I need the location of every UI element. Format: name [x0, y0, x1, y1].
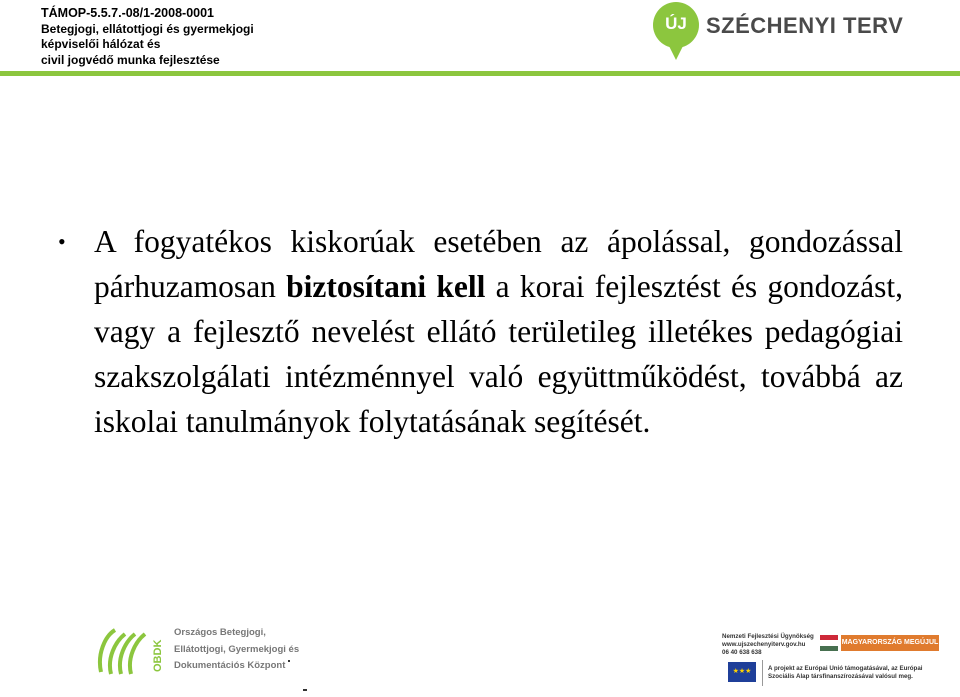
header-divider: [0, 71, 960, 76]
agency-name: Nemzeti Fejlesztési Ügynökség: [722, 633, 814, 640]
decorative-dot: [288, 660, 290, 662]
szechenyi-terv-logo: [650, 2, 950, 62]
eu-flag-icon: ★★★: [728, 662, 756, 682]
agency-info: [722, 633, 814, 657]
project-title-line-2: képviselői hálózat és: [41, 37, 161, 51]
obdk-logo: [95, 624, 315, 684]
hungary-renews-badge: MAGYARORSZÁG MEGÚJUL: [841, 635, 939, 651]
eu-funding-text: [768, 665, 923, 681]
body-text-bold: biztosítani kell: [286, 269, 486, 304]
obdk-name-line-1: Országos Betegjogi,: [174, 627, 266, 638]
project-title-line-1: Betegjogi, ellátottjogi és gyermekjogi: [41, 21, 254, 36]
obdk-name-line-2: Ellátottjogi, Gyermekjogi és: [174, 643, 300, 655]
body-text-end: a korai fejlesztést és gondozást, vagy a fejlesztő nevelést ellátó területileg illetékes pedagógiai szakszolgálati intézménnyel való együttműködést, továbbá az iskolai tanulmányok folytatásának segítését.: [94, 269, 904, 439]
logo-title: SZÉCHENYI TERV: [706, 13, 904, 38]
project-code: TÁMOP-5.5.7.-08/1-2008-0001: [41, 6, 215, 20]
eu-funding-line-1: A projekt az Európai Unió támogatásával, az Európai: [768, 665, 923, 672]
logo-badge-text: ÚJ: [665, 14, 687, 33]
bullet-icon: •: [58, 229, 66, 254]
obdk-name-line-3: Dokumentációs Központ: [174, 660, 286, 671]
body-paragraph: [94, 219, 903, 444]
hungary-flag-icon: [820, 635, 838, 651]
agency-website: www.ujszechenyiterv.gov.hu: [722, 641, 806, 648]
body-text-start: A fogyatékos kiskorúak esetében az ápolással, gondozással párhuzamosan: [94, 224, 903, 304]
decorative-dash: [303, 689, 307, 691]
agency-phone: 06 40 638 638: [722, 649, 762, 656]
eu-funding-line-2: Szociális Alap társfinanszírozásával valósul meg.: [768, 673, 913, 680]
obdk-name: [174, 625, 299, 675]
project-title-line-3: civil jogvédő munka fejlesztése: [41, 52, 220, 67]
logo-pin-tail: [667, 42, 685, 60]
obdk-mark-icon: [95, 624, 165, 680]
obdk-abbrev: OBDK: [152, 639, 164, 672]
header-project-info: [41, 6, 254, 68]
logo-separator: [762, 660, 763, 686]
funding-logos: [710, 622, 950, 692]
